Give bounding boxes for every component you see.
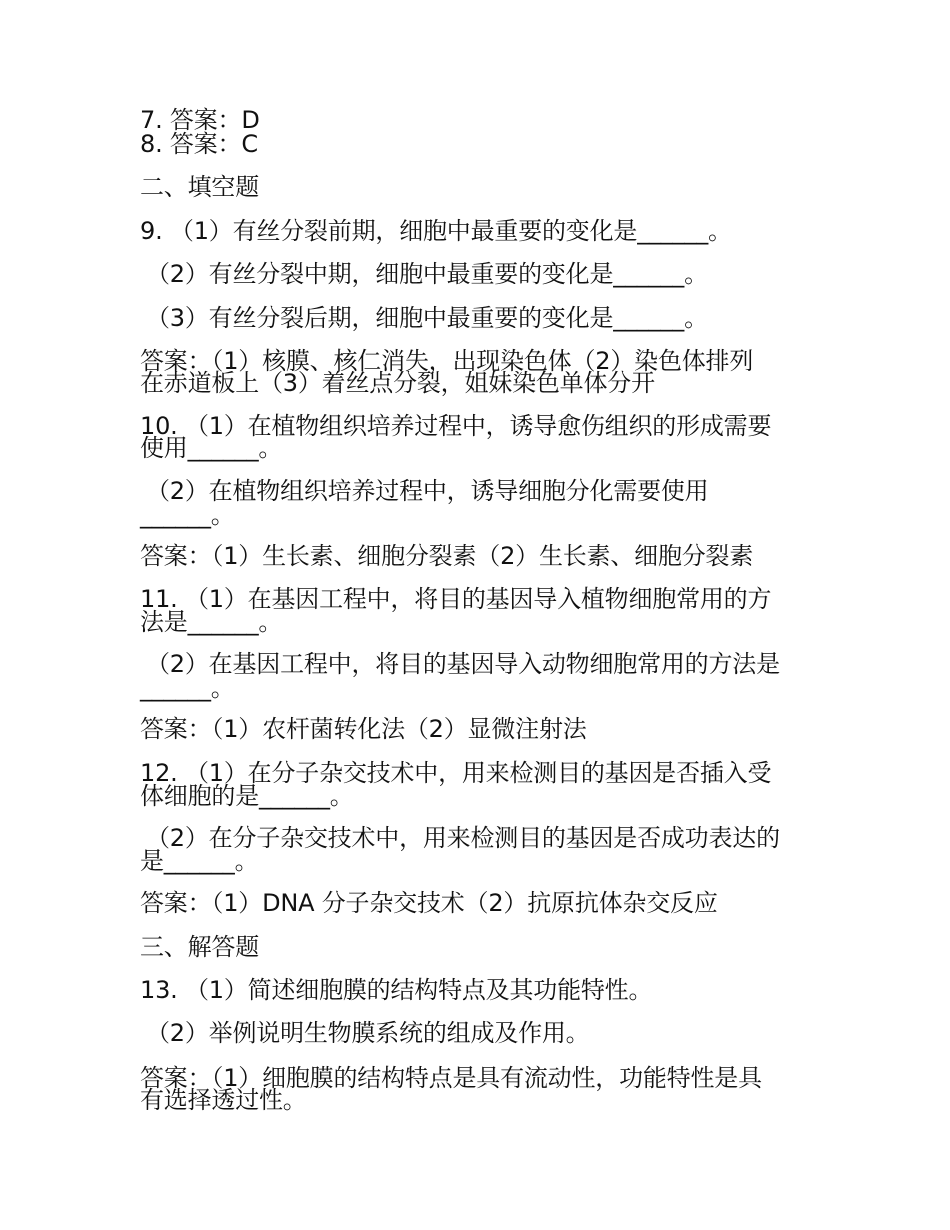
section-heading-fill-in: 二、填空题 — [140, 173, 259, 201]
answer-13-line-1: 答案：（1）细胞膜的结构特点是具有流动性，功能特性是具 — [140, 1064, 762, 1092]
question-12-part-2-line-2: 是______。 — [140, 847, 259, 875]
answer-8: 8. 答案：C — [140, 130, 258, 158]
question-9-part-1: 9. （1）有丝分裂前期，细胞中最重要的变化是______。 — [140, 217, 732, 245]
question-9-part-3: （3）有丝分裂后期，细胞中最重要的变化是______。 — [146, 304, 708, 332]
answer-10: 答案：（1）生长素、细胞分裂素（2）生长素、细胞分裂素 — [140, 542, 754, 570]
question-13-part-1: 13. （1）简述细胞膜的结构特点及其功能特性。 — [140, 976, 653, 1004]
question-10-part-2-line-2: ______。 — [140, 501, 235, 529]
question-11-part-1-line-2: 法是______。 — [140, 608, 283, 636]
answer-7: 7. 答案：D — [140, 106, 260, 134]
question-11-part-2-line-2: ______。 — [140, 674, 235, 702]
question-11-part-2-line-1: （2）在基因工程中，将目的基因导入动物细胞常用的方法是 — [146, 650, 780, 678]
question-10-part-2-line-1: （2）在植物组织培养过程中，诱导细胞分化需要使用 — [146, 477, 709, 505]
answer-9-line-2: 在赤道板上（3）着丝点分裂，姐妹染色单体分开 — [140, 369, 655, 397]
question-12-part-1-line-1: 12. （1）在分子杂交技术中，用来检测目的基因是否插入受 — [140, 759, 772, 787]
section-heading-solve: 三、解答题 — [140, 933, 259, 961]
question-9-part-2: （2）有丝分裂中期，细胞中最重要的变化是______。 — [146, 260, 708, 288]
answer-11: 答案：（1）农杆菌转化法（2）显微注射法 — [140, 715, 587, 743]
question-12-part-1-line-2: 体细胞的是______。 — [140, 782, 354, 810]
answer-13-line-2: 有选择透过性。 — [140, 1086, 307, 1114]
answer-9-line-1: 答案：（1）核膜、核仁消失，出现染色体（2）染色体排列 — [140, 347, 754, 375]
question-13-part-2: （2）举例说明生物膜系统的组成及作用。 — [146, 1019, 590, 1047]
answer-12: 答案：（1）DNA 分子杂交技术（2）抗原抗体杂交反应 — [140, 889, 718, 917]
question-11-part-1-line-1: 11. （1）在基因工程中，将目的基因导入植物细胞常用的方 — [140, 585, 772, 613]
question-10-part-1-line-1: 10. （1）在植物组织培养过程中，诱导愈伤组织的形成需要 — [140, 412, 772, 440]
question-12-part-2-line-1: （2）在分子杂交技术中，用来检测目的基因是否成功表达的 — [146, 824, 780, 852]
question-10-part-1-line-2: 使用______。 — [140, 434, 283, 462]
